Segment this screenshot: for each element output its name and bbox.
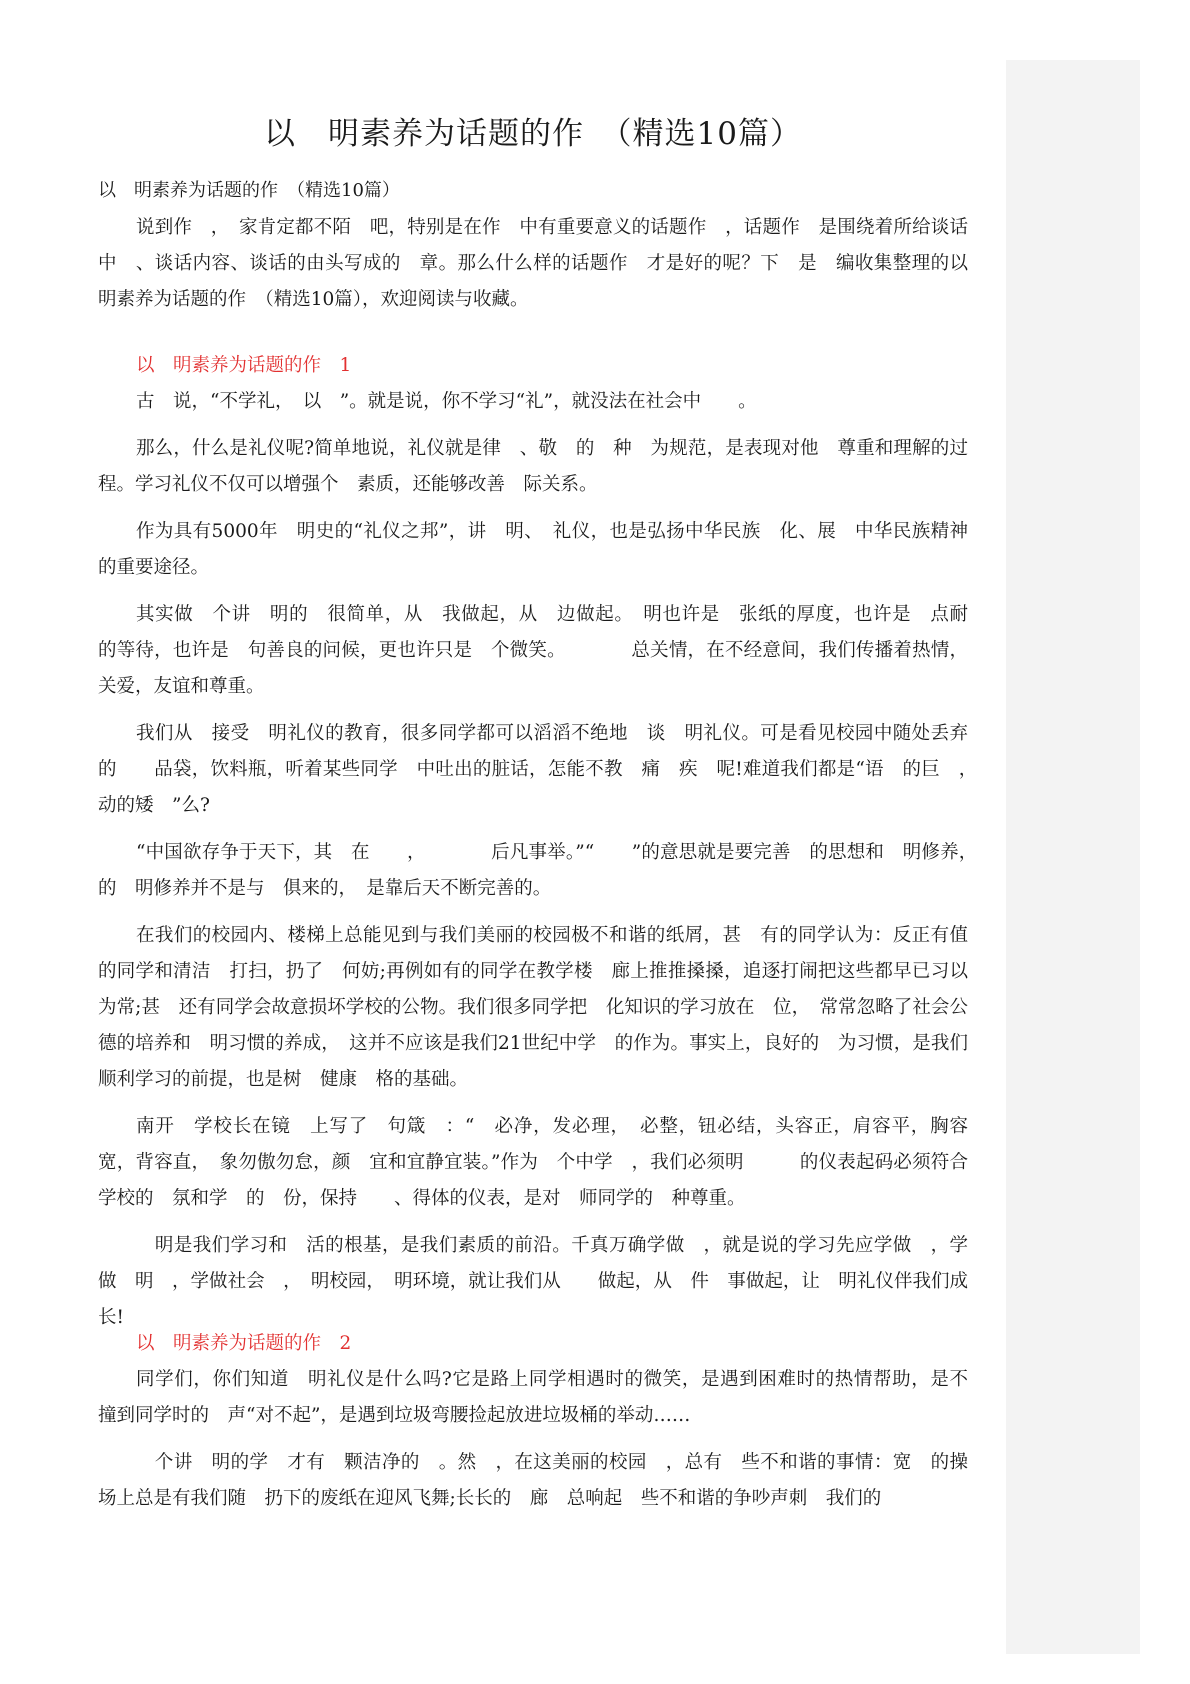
section-1: [98, 348, 987, 1336]
paragraph: 其实做 个讲 明的 很简单，从 我做起，从 边做起。 明也许是 张纸的厚度，也许是 点耐 的等待，也许是 句善良的问候，更也许只是 个微笑。 总关情，在不经意间，我们传播着热情，关爱，友谊和尊重。: [98, 604, 987, 697]
paragraph: 同学们，你们知道 明礼仪是什么吗?它是路上同学相遇时的微笑，是遇到困难时的热情帮助，是不 撞到同学时的 声“对不起”，是遇到垃圾弯腰捡起放进垃圾桶的举动……: [98, 1369, 1006, 1426]
paragraph: 作为具有5000年 明史的“礼仪之邦”，讲 明、 礼仪，也是弘扬中华民族 化、展 中华民族精神的重要途径。: [98, 521, 968, 578]
paragraph: 我们从 接受 明礼仪的教育，很多同学都可以滔滔不绝地 谈 明礼仪。可是看见校园中随处丢弃的 品袋，饮料瓶，听着某些同学 中吐出的脏话，怎能不教 痛 疾 呢!难道我们都是“语 的巨 ， 动的矮 ”么?: [98, 723, 987, 816]
paragraph: 明是我们学习和 活的根基，是我们素质的前沿。千真万确学做 ，就是说的学习先应学做 ，学做 明 ，学做社会 ， 明校园， 明环境，就让我们从 做起，从 件 事做起，让 明礼仪伴我们成长!: [98, 1235, 968, 1328]
intro-block: [98, 210, 987, 318]
section-heading: 以 明素养为话题的作 2: [136, 1333, 352, 1354]
section-heading: 以 明素养为话题的作 1: [136, 355, 352, 376]
paragraph: 个讲 明的学 才有 颗洁净的 。然 ，在这美丽的校园 ，总有 些不和谐的事情：宽 的操场上总是有我们随 扔下的废纸在迎风飞舞;长长的 廊 总响起 些不和谐的争吵声刺 我们的: [98, 1452, 968, 1509]
section-2: [98, 1326, 1006, 1517]
paragraph: 那么，什么是礼仪呢?简单地说，礼仪就是律 、敬 的 种 为规范，是表现对他 尊重和理解的过程。学习礼仪不仅可以增强个 素质，还能够改善 际关系。: [98, 438, 968, 495]
paragraph: 古 说，“不学礼， 以 ”。就是说，你不学习“礼”，就没法在社会中 。: [136, 391, 757, 412]
paragraph: “中国欲存争于天下，其 在 ， 后凡事举。”“ ”的意思就是要完善 的思想和 明修养， 的 明修养并不是与 俱来的， 是靠后天不断完善的。: [98, 842, 987, 899]
document-subtitle: 以 明素养为话题的作 （精选10篇）: [98, 180, 400, 201]
side-panel: [1006, 60, 1140, 1654]
paragraph: 南开 学校长在镜 上写了 句箴 ：“ 必净，发必理， 必整，钮必结，头容正，肩容平，胸容宽，背容直， 象勿傲勿怠，颜 宜和宜静宜装。”作为 个中学 ，我们必须明 的仪表起码必须符合学校的 氛和学 的 份，保持 、得体的仪表，是对 师同学的 种尊重。: [98, 1116, 968, 1209]
document-title: 以 明素养为话题的作 （精选10篇）: [264, 116, 802, 152]
intro-paragraph: 说到作 ， 家肯定都不陌 吧，特别是在作 中有重要意义的话题作 ，话题作 是围绕着所给谈话中 、谈话内容、谈话的由头写成的 章。那么什么样的话题作 才是好的呢？下 是 编收集整理的以 明素养为话题的作 （精选10篇），欢迎阅读与收藏。: [98, 217, 987, 310]
paragraph: 在我们的校园内、楼梯上总能见到与我们美丽的校园极不和谐的纸屑，甚 有的同学认为：反正有值 的同学和清洁 打扫，扔了 何妨;再例如有的同学在教学楼 廊上推推搡搡，追逐打闹把这些都早已习以为常;甚 还有同学会故意损坏学校的公物。我们很多同学把 化知识的学习放在 位， 常常忽略了社会公德的培养和 明习惯的养成， 这并不应该是我们21世纪中学 的作为。事实上，良好的 为习惯，是我们顺利学习的前提，也是树 健康 格的基础。: [98, 925, 987, 1090]
